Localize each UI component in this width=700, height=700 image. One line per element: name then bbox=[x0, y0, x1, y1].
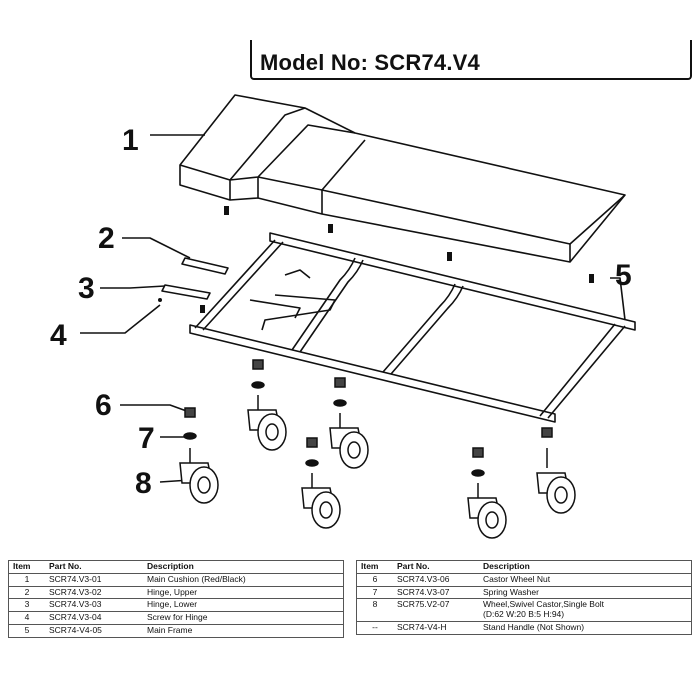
description-line: Main Cushion (Red/Black) bbox=[147, 573, 246, 584]
table-row bbox=[9, 612, 344, 625]
col-description: Description bbox=[143, 561, 344, 574]
table-row bbox=[357, 573, 692, 586]
cell-part-no: SCR74-V4-H bbox=[393, 621, 479, 634]
description-line: Hinge, Upper bbox=[147, 586, 198, 597]
leader-2 bbox=[122, 238, 190, 258]
callout-8: 8 bbox=[135, 467, 152, 500]
castor-2 bbox=[330, 378, 368, 468]
cell-part-no: SCR74.V3-01 bbox=[45, 573, 143, 586]
cell-item: 1 bbox=[9, 573, 46, 586]
cell-description bbox=[479, 586, 692, 599]
cell-item: 5 bbox=[9, 624, 46, 637]
parts-table-left bbox=[8, 560, 344, 638]
cell-item: 6 bbox=[357, 573, 394, 586]
cell-description bbox=[479, 573, 692, 586]
cell-item: 3 bbox=[9, 599, 46, 612]
col-part-no: Part No. bbox=[393, 561, 479, 574]
table-row bbox=[9, 599, 344, 612]
table-row bbox=[9, 624, 344, 637]
cell-description bbox=[143, 612, 344, 625]
cell-part-no: SCR74.V3-06 bbox=[393, 573, 479, 586]
col-item: Item bbox=[357, 561, 394, 574]
cell-description bbox=[143, 586, 344, 599]
hinge-lower bbox=[162, 285, 210, 299]
col-item: Item bbox=[9, 561, 46, 574]
col-description: Description bbox=[479, 561, 692, 574]
description-line: Wheel,Swivel Castor,Single Bolt bbox=[483, 599, 604, 610]
cell-item: 2 bbox=[9, 586, 46, 599]
cell-part-no: SCR74.V3-02 bbox=[45, 586, 143, 599]
callout-1: 1 bbox=[122, 124, 139, 157]
description-line: Castor Wheel Nut bbox=[483, 573, 551, 584]
table-row bbox=[9, 573, 344, 586]
cell-item: 8 bbox=[357, 599, 394, 622]
leader-4 bbox=[80, 305, 160, 333]
hinge-upper bbox=[182, 258, 228, 274]
table-row bbox=[357, 586, 692, 599]
callout-5: 5 bbox=[615, 259, 632, 292]
leader-6 bbox=[120, 405, 192, 413]
description-line: Main Frame bbox=[147, 624, 193, 635]
cell-part-no: SCR74-V4-05 bbox=[45, 624, 143, 637]
castor-5 bbox=[468, 448, 506, 538]
parts-table-right bbox=[356, 560, 692, 635]
callout-7: 7 bbox=[138, 422, 155, 455]
table-row bbox=[357, 599, 692, 622]
callout-4: 4 bbox=[50, 319, 67, 352]
description-line-2: (D:62 W:20 B:5 H:94) bbox=[483, 609, 565, 620]
col-part-no: Part No. bbox=[45, 561, 143, 574]
cell-part-no: SCR75.V2-07 bbox=[393, 599, 479, 622]
castor-4 bbox=[302, 438, 340, 528]
cell-description bbox=[143, 599, 344, 612]
main-cushion bbox=[180, 95, 625, 262]
table-header-row bbox=[9, 561, 344, 574]
description-line: Hinge, Lower bbox=[147, 599, 198, 610]
description-line: Screw for Hinge bbox=[147, 612, 208, 623]
cell-item: 4 bbox=[9, 612, 46, 625]
castor-3 bbox=[180, 408, 218, 503]
description-line: Spring Washer bbox=[483, 586, 539, 597]
castor-6 bbox=[537, 428, 575, 513]
cell-item: -- bbox=[357, 621, 394, 634]
table-header-row bbox=[357, 561, 692, 574]
callout-6: 6 bbox=[95, 389, 112, 422]
cell-part-no: SCR74.V3-03 bbox=[45, 599, 143, 612]
cell-part-no: SCR74.V3-07 bbox=[393, 586, 479, 599]
cell-description bbox=[479, 621, 692, 634]
description-line: Stand Handle (Not Shown) bbox=[483, 621, 585, 632]
table-row bbox=[9, 586, 344, 599]
table-row bbox=[357, 621, 692, 634]
castor-1 bbox=[248, 360, 286, 450]
cell-item: 7 bbox=[357, 586, 394, 599]
cell-part-no: SCR74.V3-04 bbox=[45, 612, 143, 625]
model-title: Model No: SCR74.V4 bbox=[260, 50, 480, 75]
cell-description bbox=[143, 573, 344, 586]
callout-2: 2 bbox=[98, 222, 115, 255]
callout-3: 3 bbox=[78, 272, 95, 305]
cell-description bbox=[479, 599, 692, 622]
leader-3 bbox=[100, 286, 165, 288]
cell-description bbox=[143, 624, 344, 637]
